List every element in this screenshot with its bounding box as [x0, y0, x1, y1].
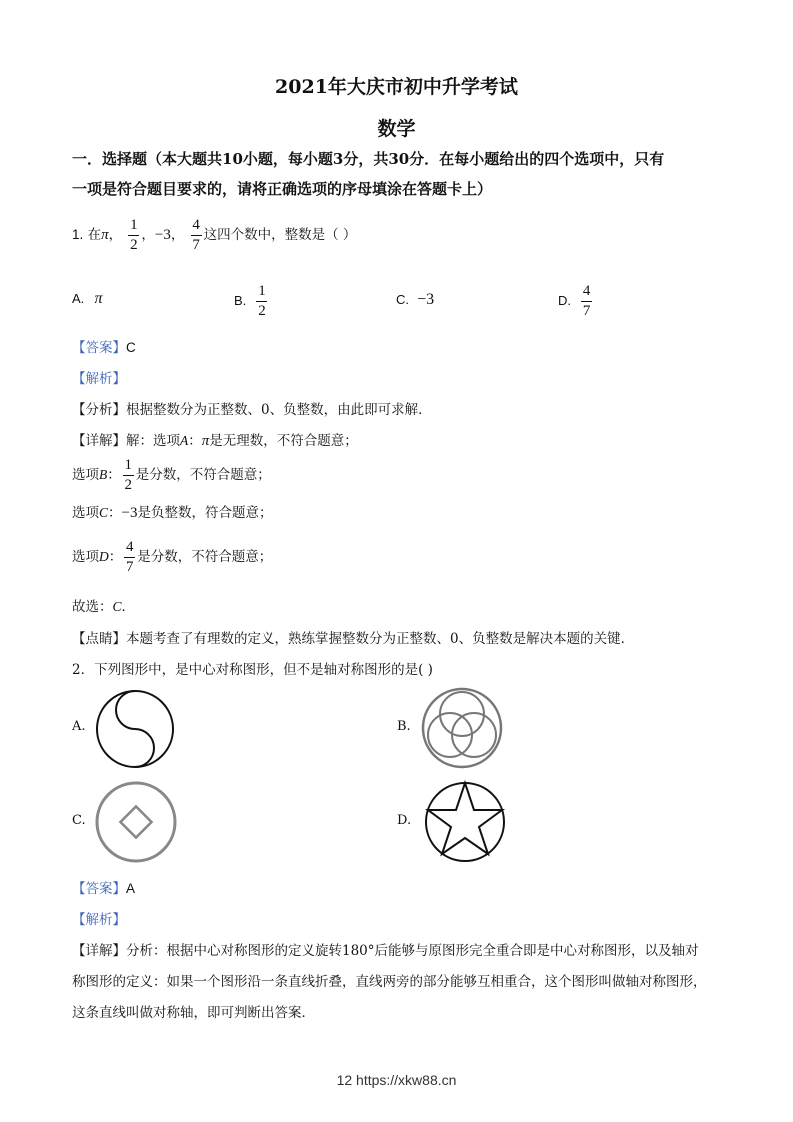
- option-label: B.: [234, 293, 247, 308]
- detail-fraction: [123, 458, 134, 493]
- detail-text: 是负整数，符合题意；: [137, 505, 273, 521]
- footer-link[interactable]: https://xkw88.cn: [356, 1072, 457, 1088]
- detail-text: 是无理数，不符合题意；: [209, 433, 358, 449]
- option-letter: D: [99, 549, 109, 564]
- fraction-numerator: 4: [126, 539, 134, 555]
- q1-fraction-4-7: [191, 218, 202, 253]
- trefoil-circle-icon[interactable]: [420, 686, 504, 770]
- detail-text: 是分数，不符合题意；: [135, 467, 271, 483]
- fraction-numerator: 4: [582, 283, 591, 299]
- option-value: π: [94, 290, 103, 307]
- fenxi-tag: 【分析】: [72, 402, 126, 418]
- answer-tag: 【答案】: [72, 340, 126, 356]
- page-number: 12: [336, 1072, 353, 1088]
- q1-detail-d: [72, 540, 272, 575]
- detail-colon: ：: [188, 433, 202, 449]
- detail-colon: ：: [108, 505, 122, 521]
- choose-end: ．: [121, 599, 136, 615]
- option-letter: A: [180, 433, 189, 448]
- option-label: A.: [72, 291, 85, 306]
- q1-sep1: ，: [108, 227, 123, 243]
- option-fraction: [581, 284, 592, 319]
- q1-analysis-tag: 【解析】: [72, 371, 126, 387]
- fraction-denominator: 2: [124, 477, 132, 493]
- fraction-denominator: 2: [130, 237, 138, 253]
- fraction-numerator: 4: [192, 217, 200, 233]
- q1-option-d[interactable]: [558, 284, 594, 319]
- q1-detail-a: [72, 431, 358, 451]
- dianjing-text: 本题考查了有理数的定义，熟练掌握整数分为正整数、0、负整数是解决本题的关键．: [126, 631, 635, 647]
- fraction-numerator: 1: [258, 283, 266, 299]
- option-letter: C: [112, 599, 122, 614]
- option-letter: C: [99, 505, 109, 520]
- detail-colon: ：: [107, 467, 121, 483]
- section-heading-line2: 一项是符合题目要求的，请将正确选项的序母填涂在答题卡上）: [72, 180, 493, 198]
- answer-value: A: [126, 881, 136, 896]
- q1-neg3: −3: [154, 227, 171, 243]
- fraction-numerator: 1: [124, 457, 132, 473]
- fraction-denominator: 7: [126, 559, 134, 575]
- q1-choose: [72, 597, 135, 617]
- coin-square-icon[interactable]: [94, 780, 178, 864]
- detail-text: 选项: [72, 505, 99, 521]
- yin-yang-icon[interactable]: [94, 689, 176, 769]
- q2-detail-line3: 这条直线叫做对称轴，即可判断出答案．: [72, 1005, 315, 1021]
- detail-text: 分析：根据中心对称图形的定义旋转180°后能够与原图形完全重合即是中心对称图形，以及轴对: [126, 943, 699, 959]
- subject-title: 数学: [377, 118, 416, 140]
- option-label: D.: [558, 293, 571, 308]
- answer-tag: 【答案】: [72, 881, 126, 897]
- page-footer: [0, 1072, 793, 1088]
- detail-text: 选项: [72, 549, 99, 565]
- page-title: 2021年大庆市初中升学考试: [275, 76, 518, 98]
- detail-tag: 【详解】: [72, 433, 126, 449]
- option-label: C.: [396, 292, 409, 307]
- q1-detail-b: [72, 458, 271, 493]
- option-letter: B: [99, 467, 108, 482]
- dianjing-tag: 【点睛】: [72, 631, 126, 647]
- fraction-denominator: 7: [582, 303, 591, 319]
- q2-detail-line1: [72, 941, 699, 961]
- q1-fenxi: [72, 400, 432, 420]
- answer-value: C: [126, 340, 136, 355]
- q1-sep3: ，: [170, 227, 185, 243]
- detail-colon: ：: [108, 549, 123, 565]
- fraction-numerator: 1: [130, 217, 138, 233]
- fraction-denominator: 7: [192, 237, 200, 253]
- fenxi-text: 根据整数分为正整数、0、负整数，由此即可求解．: [126, 402, 432, 418]
- q1-pi: π: [101, 227, 109, 243]
- q1-fraction-half: [128, 218, 139, 253]
- q1-suffix: 这四个数中，整数是（ ）: [203, 227, 357, 243]
- q2-detail-line2: 称图形的定义：如果一个图形沿一条直线折叠，直线两旁的部分能够互相重合，这个图形叫做轴对称图形，: [72, 974, 707, 990]
- option-value: −3: [417, 291, 435, 308]
- section-heading-line1: 一．选择题（本大题共10小题，每小题3分，共30分．在每小题给出的四个选项中，只有: [72, 150, 665, 168]
- q2-stem: 2．下列图形中，是中心对称图形，但不是轴对称图形的是( ): [72, 662, 433, 678]
- q2-option-b-label: B.: [397, 719, 411, 734]
- choose-text: 故选：: [72, 599, 113, 615]
- q1-detail-c: [72, 503, 272, 523]
- q1-option-c[interactable]: [396, 291, 434, 309]
- q1-dianjing: [72, 629, 634, 649]
- option-fraction: [256, 284, 267, 319]
- q1-stem: [72, 218, 356, 253]
- q1-prefix: 在: [87, 227, 102, 243]
- q2-option-d-label: D.: [397, 813, 412, 828]
- fraction-denominator: 2: [258, 303, 266, 319]
- detail-fraction: [124, 540, 135, 575]
- detail-tag: 【详解】: [72, 943, 126, 959]
- q2-option-c-label: C.: [72, 813, 86, 828]
- q2-option-a-label: A.: [72, 719, 86, 734]
- q2-answer: [72, 879, 135, 899]
- detail-text: 是分数，不符合题意；: [137, 549, 273, 565]
- q1-option-a[interactable]: [72, 290, 102, 308]
- q1-sep2: ，: [141, 227, 155, 243]
- star-circle-icon[interactable]: [423, 780, 507, 864]
- pi-symbol: π: [201, 433, 210, 449]
- detail-text: 选项: [72, 467, 99, 483]
- q1-number: 1.: [72, 227, 84, 242]
- detail-text: 解：选项: [126, 433, 180, 449]
- q2-analysis-tag: 【解析】: [72, 912, 126, 928]
- q1-answer: [72, 338, 136, 358]
- q1-option-b[interactable]: [234, 284, 269, 319]
- neg3-value: −3: [121, 505, 138, 521]
